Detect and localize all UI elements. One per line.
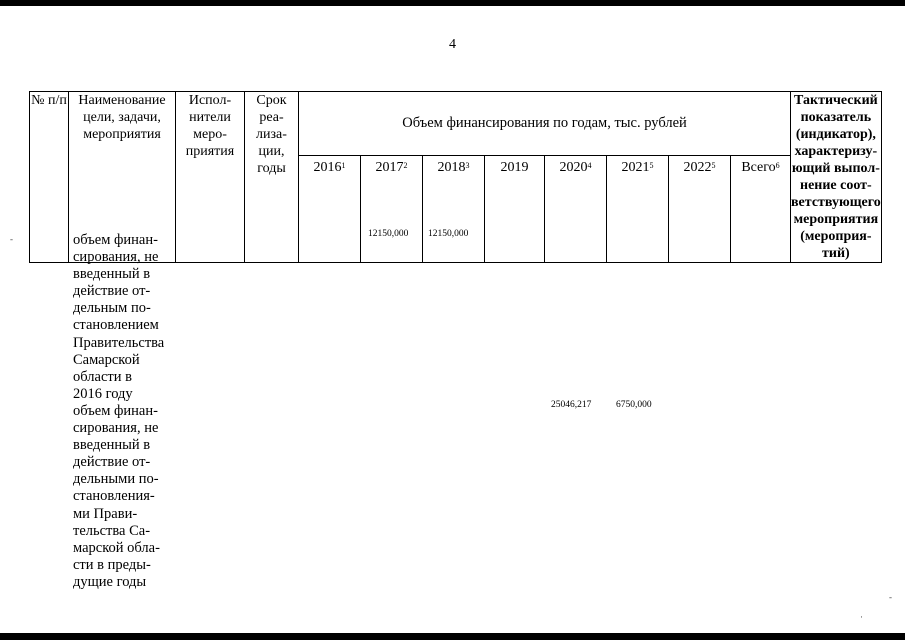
text-line: действие от- [73,454,151,471]
text-line: тельства Са- [73,522,151,539]
year-total: Всего$^6$ [731,156,791,263]
year-2022: 2022$^5$ [669,156,731,263]
header-executors: Испол-нители меро-приятия [176,92,245,263]
text-line: становления- [73,488,155,505]
text-line: 2016 году [73,385,133,402]
top-border [0,0,905,6]
header-financing: Объем финансирования по годам, тыс. рублей [299,92,791,156]
value-2018: 12150,000 [428,229,469,239]
value-2017: 12150,000 [368,229,409,239]
scan-mark: - [889,592,892,602]
measure-description [73,232,173,591]
scan-mark: · [860,612,863,622]
text-line: становлением [73,317,159,334]
year-2016: 2016$^1$ [299,156,361,263]
header-term: Срок реа-лиза-ции, годы [245,92,299,263]
value-2021: 6750,000 [616,400,652,410]
text-line: объем финан- [73,402,158,419]
year-2020: 2020$^4$ [545,156,607,263]
text-line: введенный в [73,437,151,454]
text-line: сирования, не [73,420,159,437]
year-2021: 2021$^5$ [607,156,669,263]
year-2018: 2018$^3$ [423,156,485,263]
text-line: Самарской [73,351,140,368]
text-line: марской обла- [73,539,160,556]
scan-mark: - [10,234,13,244]
text-line: дельными по- [73,471,159,488]
text-line: дущие годы [73,573,147,590]
header-indicator: Тактический показатель (индикатор), характеризу-ющий выпол-нение соот-ветствующего мероприятия (мероприя-тий) [791,93,881,261]
year-2019: 2019 [485,156,545,263]
text-line: ми Прави- [73,505,138,522]
bottom-border [0,633,905,640]
text-line: сирования, не [73,249,159,266]
year-2017: 2017$^2$ [361,156,423,263]
page-number: 4 [449,37,456,52]
text-line: введенный в [73,266,151,283]
header-num: № п/п [30,92,69,263]
text-line: дельным по- [73,300,151,317]
text-line: Правительства [73,334,165,351]
text-line: сти в преды- [73,556,151,573]
text-line: области в [73,368,132,385]
value-2020: 25046,217 [551,400,592,410]
header-name: Наименование цели, задачи, мероприятия [69,92,176,263]
text-line: действие от- [73,283,151,300]
text-line: объем финан- [73,232,158,248]
